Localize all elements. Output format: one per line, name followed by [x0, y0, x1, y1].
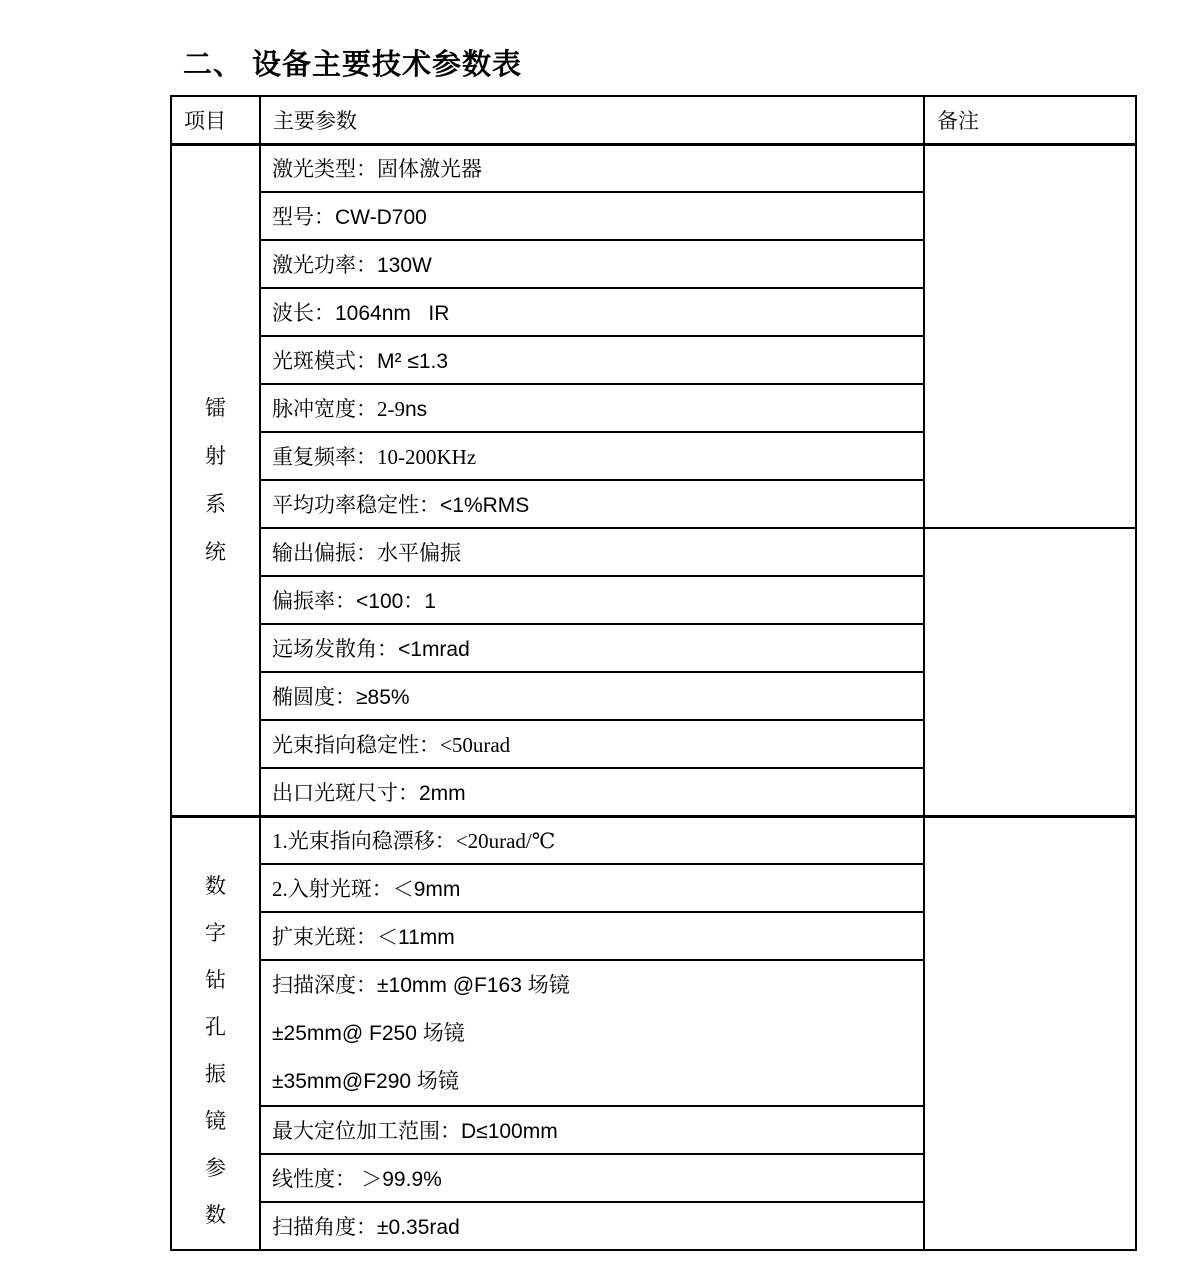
section2-label-char: 数 — [205, 1203, 226, 1228]
scan-depth-line-1 — [272, 961, 923, 1009]
section1-label-char: 射 — [205, 444, 226, 468]
header-cell-item — [171, 96, 260, 144]
param-text: 椭圆度： — [272, 685, 356, 709]
param-cell-wavelength — [260, 288, 924, 336]
spec-table — [170, 95, 1137, 1251]
param-value: ≥85% — [356, 686, 410, 709]
param-text: 远场发散角： — [272, 637, 398, 661]
param-text: 输出偏振：水平偏振 — [272, 541, 461, 565]
section2-label-char: 数 — [205, 874, 226, 899]
param-value: CW-D700 — [335, 206, 427, 229]
param-value: ±0.35rad — [377, 1216, 460, 1239]
param-value: ns — [405, 398, 428, 421]
header-note-label: 备注 — [937, 108, 979, 133]
param-cell-ellipticity — [260, 672, 924, 720]
param-value: ±35mm@F290 场镜 — [272, 1070, 459, 1093]
param-value: <100：1 — [356, 590, 436, 613]
param-cell-power-stability — [260, 480, 924, 528]
param-cell-pointing-drift — [260, 816, 924, 864]
param-cell-pulse-width — [260, 384, 924, 432]
table-row — [171, 528, 1136, 576]
param-text: 最大定位加工范围： — [272, 1119, 461, 1143]
section1-label-char: 镭 — [205, 396, 226, 420]
param-cell-polarization-ratio — [260, 576, 924, 624]
section2-label-char: 钻 — [205, 968, 226, 993]
header-cell-note — [924, 96, 1136, 144]
param-text: 脉冲宽度：2-9 — [272, 397, 405, 421]
param-cell-incident-spot — [260, 864, 924, 912]
param-text: 线性度： — [272, 1167, 362, 1191]
param-cell-linearity — [260, 1154, 924, 1202]
param-text: 激光功率： — [272, 253, 377, 277]
param-cell-expanded-spot — [260, 912, 924, 960]
section2-label-char: 镜 — [205, 1109, 226, 1134]
section2-label-char: 振 — [205, 1062, 226, 1087]
param-text: 扩束光斑： — [272, 925, 377, 949]
param-text: 平均功率稳定性： — [272, 493, 440, 517]
section1-label-char: 系 — [205, 492, 226, 516]
param-value: 2mm — [419, 781, 466, 805]
param-text: 偏振率： — [272, 589, 356, 613]
section1-label-char: 统 — [205, 540, 226, 564]
param-value: <1%RMS — [440, 494, 530, 517]
param-text: 光束指向稳定性：<50urad — [272, 733, 511, 757]
param-text: 波长： — [272, 301, 335, 325]
table-row — [171, 816, 1136, 864]
param-value: M² ≤1.3 — [377, 350, 449, 373]
param-cell-rep-rate — [260, 432, 924, 480]
section2-label-char: 参 — [205, 1156, 226, 1181]
scan-depth-line-2 — [272, 1009, 923, 1057]
param-value: ＜9mm — [392, 878, 461, 901]
section1-item-label — [171, 144, 260, 816]
header-item-label: 项目 — [184, 108, 226, 133]
section2-label-char: 字 — [205, 921, 226, 946]
header-cell-params — [260, 96, 924, 144]
param-value: ＜11mm — [377, 926, 455, 949]
param-cell-divergence — [260, 624, 924, 672]
param-value: <1mrad — [398, 638, 470, 661]
param-value: ±10mm @F163 场镜 — [377, 974, 570, 997]
param-text: 扫描深度： — [272, 973, 377, 997]
page-title: 二、 设备主要技术参数表 — [183, 49, 523, 81]
param-value: 1064nm IR — [335, 302, 450, 325]
param-text: 扫描角度： — [272, 1215, 377, 1239]
param-text: 光斑模式： — [272, 349, 377, 373]
param-cell-scan-depth — [260, 960, 924, 1106]
notes-cell-1 — [924, 144, 1136, 528]
table-row — [171, 144, 1136, 192]
param-text: 激光类型：固体激光器 — [272, 157, 482, 182]
param-cell-laser-type — [260, 144, 924, 192]
section2-item-label — [171, 816, 260, 1250]
table-header-row — [171, 96, 1136, 144]
param-value: ＞99.9% — [361, 1168, 442, 1191]
param-cell-polarization — [260, 528, 924, 576]
param-text: 1.光束指向稳漂移：<20urad/℃ — [272, 829, 556, 854]
param-text: 型号： — [272, 205, 335, 229]
scan-depth-line-3 — [272, 1057, 923, 1105]
param-text: 2.入射光斑： — [272, 877, 393, 901]
notes-cell-3 — [924, 816, 1136, 1250]
param-cell-max-range — [260, 1106, 924, 1154]
param-value: 130W — [377, 254, 432, 277]
param-cell-beam-mode — [260, 336, 924, 384]
param-value: ±25mm@ F250 场镜 — [272, 1022, 465, 1045]
param-cell-power — [260, 240, 924, 288]
param-value: D≤100mm — [461, 1120, 558, 1143]
param-cell-model — [260, 192, 924, 240]
notes-cell-2 — [924, 528, 1136, 816]
section2-label-char: 孔 — [205, 1015, 226, 1040]
param-text: 重复频率：10-200KHz — [272, 445, 477, 469]
header-params-label: 主要参数 — [273, 108, 357, 133]
param-cell-scan-angle — [260, 1202, 924, 1250]
param-cell-pointing-stability — [260, 720, 924, 768]
param-cell-exit-spot — [260, 768, 924, 816]
param-text: 出口光斑尺寸： — [272, 780, 419, 805]
